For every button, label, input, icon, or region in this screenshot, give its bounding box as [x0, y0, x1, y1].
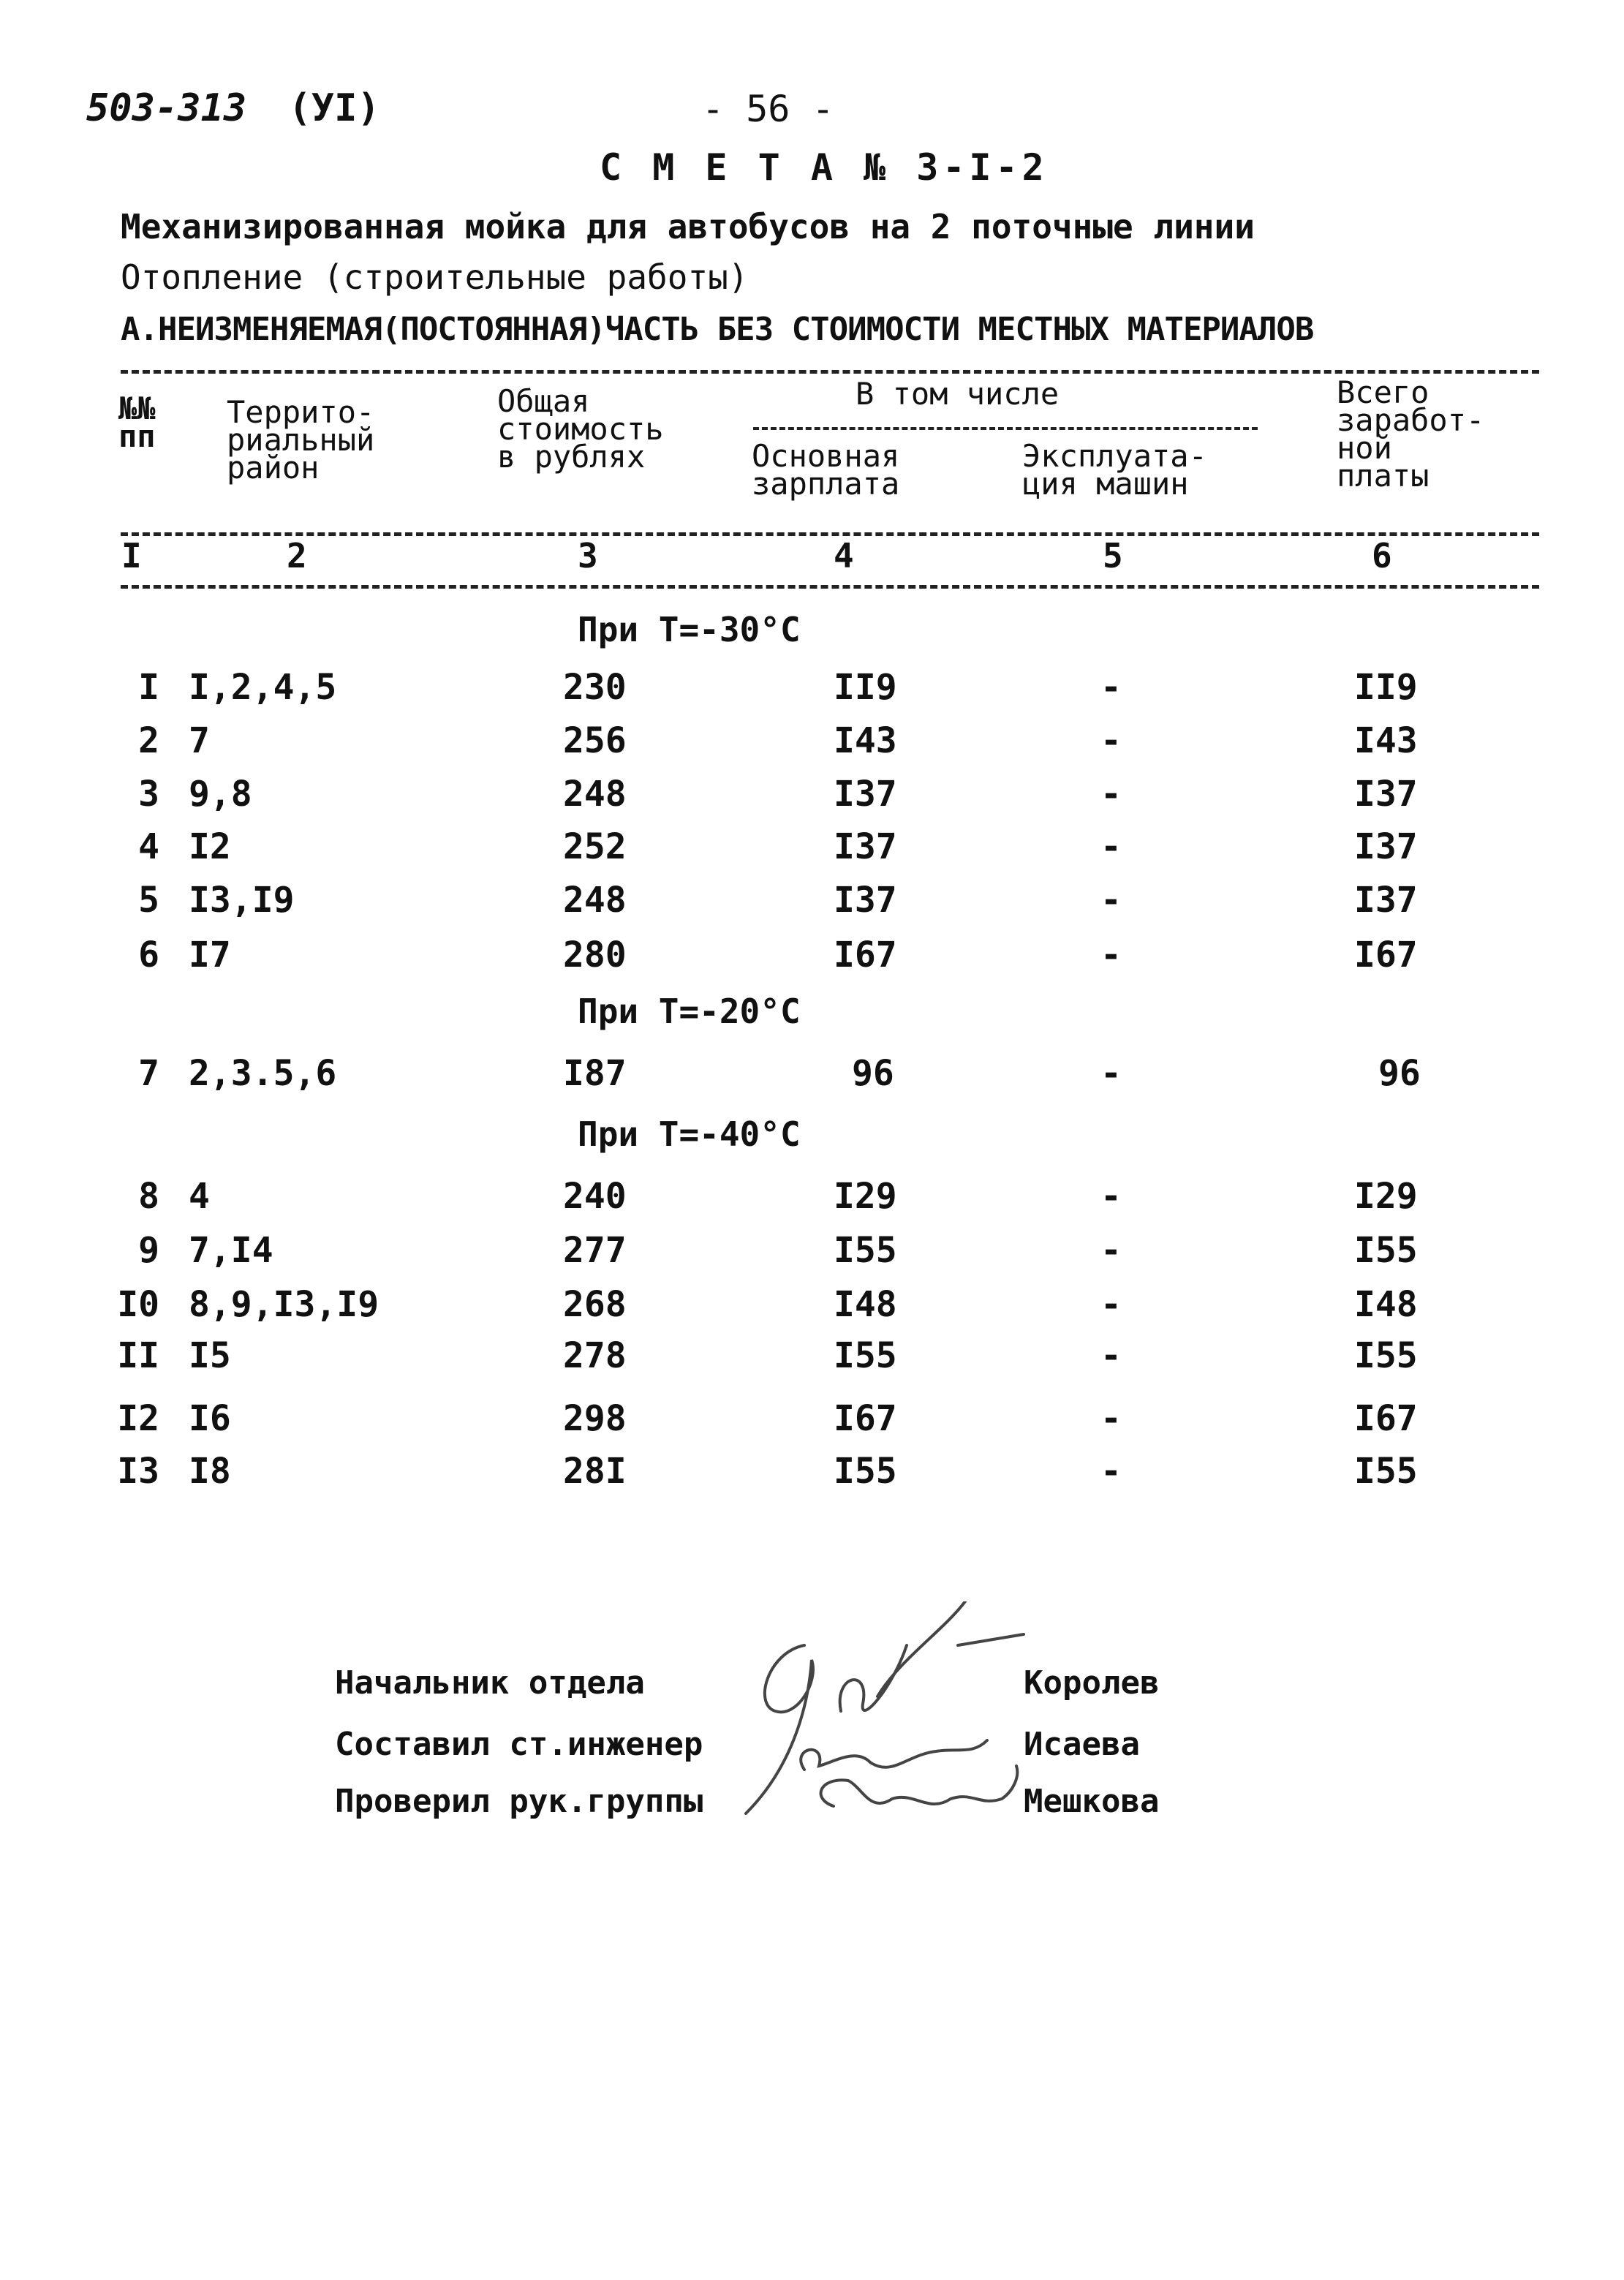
row-region: I3,I9 — [189, 880, 295, 921]
row-base-wage: I43 — [834, 720, 897, 761]
row-total-cost: 240 — [563, 1176, 627, 1217]
divider-numbers — [121, 585, 1539, 589]
row-total-wages: I37 — [1354, 880, 1418, 921]
row-total-cost: 248 — [563, 880, 627, 921]
column-header-total-cost: Общая стоимость в рублях — [497, 383, 664, 475]
signature-role-engineer: Составил ст.инженер — [335, 1726, 703, 1763]
row-base-wage: I37 — [834, 774, 897, 815]
row-region: I8 — [189, 1451, 231, 1492]
row-region: I2 — [189, 826, 231, 867]
column-number-1: I — [121, 536, 142, 575]
row-total-wages: I48 — [1354, 1284, 1418, 1325]
row-total-wages: I55 — [1354, 1335, 1418, 1376]
row-total-wages: I55 — [1354, 1451, 1418, 1492]
row-machines: - — [1100, 1335, 1122, 1376]
row-machines: - — [1100, 1053, 1122, 1094]
column-number-3: 3 — [578, 536, 598, 575]
row-number: I0 — [117, 1284, 159, 1325]
document-code-suffix: (УI) — [288, 86, 380, 130]
row-total-wages: 96 — [1378, 1053, 1421, 1094]
row-number: 2 — [138, 720, 159, 761]
column-header-number: №№ пп — [118, 390, 156, 454]
column-number-4: 4 — [834, 536, 854, 575]
divider-top — [121, 370, 1539, 374]
signature-name-head: Королев — [1024, 1664, 1160, 1702]
row-total-cost: 278 — [563, 1335, 627, 1376]
divider-header — [121, 532, 1539, 536]
signature-role-head: Начальник отдела — [335, 1664, 645, 1702]
row-region: 7 — [189, 720, 210, 761]
column-header-base-wage: Основная зарплата — [752, 438, 900, 502]
row-base-wage: I55 — [834, 1335, 897, 1376]
row-base-wage: 96 — [852, 1053, 894, 1094]
row-total-wages: I67 — [1354, 1398, 1418, 1439]
row-region: I6 — [189, 1398, 231, 1439]
section-title-minus30: При T=-30°C — [578, 610, 801, 649]
column-header-total-wages: Всего заработ- ной платы — [1337, 374, 1485, 494]
row-region: 2,3.5,6 — [189, 1053, 337, 1094]
column-number-6: 6 — [1372, 536, 1392, 575]
row-base-wage: I55 — [834, 1451, 897, 1492]
row-region: I7 — [189, 935, 231, 975]
section-title-minus40: При T=-40°C — [578, 1114, 801, 1154]
handwritten-signature-icon — [724, 1601, 1068, 1843]
row-total-cost: 248 — [563, 774, 627, 815]
row-total-cost: 256 — [563, 720, 627, 761]
row-number: 7 — [138, 1053, 159, 1094]
row-machines: - — [1100, 1176, 1122, 1217]
row-base-wage: I37 — [834, 880, 897, 921]
signature-name-group-lead: Мешкова — [1024, 1783, 1160, 1820]
page-number: - 56 - — [702, 88, 834, 130]
row-total-cost: 298 — [563, 1398, 627, 1439]
row-base-wage: II9 — [834, 667, 897, 708]
row-total-cost: 268 — [563, 1284, 627, 1325]
row-total-cost: I87 — [563, 1053, 627, 1094]
row-base-wage: I29 — [834, 1176, 897, 1217]
column-number-5: 5 — [1103, 536, 1123, 575]
row-total-wages: I55 — [1354, 1230, 1418, 1271]
row-number: I2 — [117, 1398, 159, 1439]
row-region: 9,8 — [189, 774, 252, 815]
signature-role-group-lead: Проверил рук.группы — [335, 1783, 703, 1820]
section-heading: А.НЕИЗМЕНЯЕМАЯ(ПОСТОЯННАЯ)ЧАСТЬ БЕЗ СТОИМОСТИ МЕСТНЫХ МАТЕРИАЛОВ — [121, 311, 1314, 348]
row-machines: - — [1100, 720, 1122, 761]
row-total-wages: I43 — [1354, 720, 1418, 761]
row-region: I,2,4,5 — [189, 667, 337, 708]
row-machines: - — [1100, 774, 1122, 815]
row-total-wages: I37 — [1354, 774, 1418, 815]
row-number: II — [117, 1335, 159, 1376]
row-total-cost: 252 — [563, 826, 627, 867]
row-base-wage: I67 — [834, 1398, 897, 1439]
row-machines: - — [1100, 667, 1122, 708]
row-base-wage: I48 — [834, 1284, 897, 1325]
row-number: 5 — [138, 880, 159, 921]
object-description: Механизированная мойка для автобусов на 2 поточные линии — [121, 207, 1255, 246]
row-total-wages: I29 — [1354, 1176, 1418, 1217]
row-machines: - — [1100, 1398, 1122, 1439]
row-number: 6 — [138, 935, 159, 975]
row-region: 4 — [189, 1176, 210, 1217]
column-group-header: В том числе — [856, 376, 1060, 412]
row-region: 8,9,I3,I9 — [189, 1284, 379, 1325]
row-machines: - — [1100, 880, 1122, 921]
row-total-cost: 280 — [563, 935, 627, 975]
row-region: 7,I4 — [189, 1230, 273, 1271]
column-header-machines: Эксплуата- ция машин — [1022, 438, 1207, 502]
document-code-number: 503-313 — [86, 86, 247, 130]
row-machines: - — [1100, 826, 1122, 867]
row-number: I — [138, 667, 159, 708]
row-total-wages: I67 — [1354, 935, 1418, 975]
row-number: 9 — [138, 1230, 159, 1271]
row-region: I5 — [189, 1335, 231, 1376]
row-number: 4 — [138, 826, 159, 867]
row-machines: - — [1100, 935, 1122, 975]
column-number-2: 2 — [287, 536, 307, 575]
row-base-wage: I37 — [834, 826, 897, 867]
row-machines: - — [1100, 1230, 1122, 1271]
row-number: 3 — [138, 774, 159, 815]
row-total-cost: 230 — [563, 667, 627, 708]
row-total-cost: 28I — [563, 1451, 627, 1492]
section-title-minus20: При T=-20°C — [578, 992, 801, 1031]
work-type: Отопление (строительные работы) — [121, 257, 749, 297]
row-number: 8 — [138, 1176, 159, 1217]
document-code — [86, 86, 380, 130]
row-machines: - — [1100, 1451, 1122, 1492]
row-total-cost: 277 — [563, 1230, 627, 1271]
estimate-title: С М Е Т А № 3-I-2 — [600, 146, 1049, 189]
row-number: I3 — [117, 1451, 159, 1492]
row-base-wage: I67 — [834, 935, 897, 975]
row-machines: - — [1100, 1284, 1122, 1325]
row-total-wages: II9 — [1354, 667, 1418, 708]
row-base-wage: I55 — [834, 1230, 897, 1271]
column-header-region: Террито- риальный район — [227, 394, 375, 486]
group-divider — [753, 427, 1258, 430]
signature-name-engineer: Исаева — [1024, 1726, 1140, 1763]
row-total-wages: I37 — [1354, 826, 1418, 867]
